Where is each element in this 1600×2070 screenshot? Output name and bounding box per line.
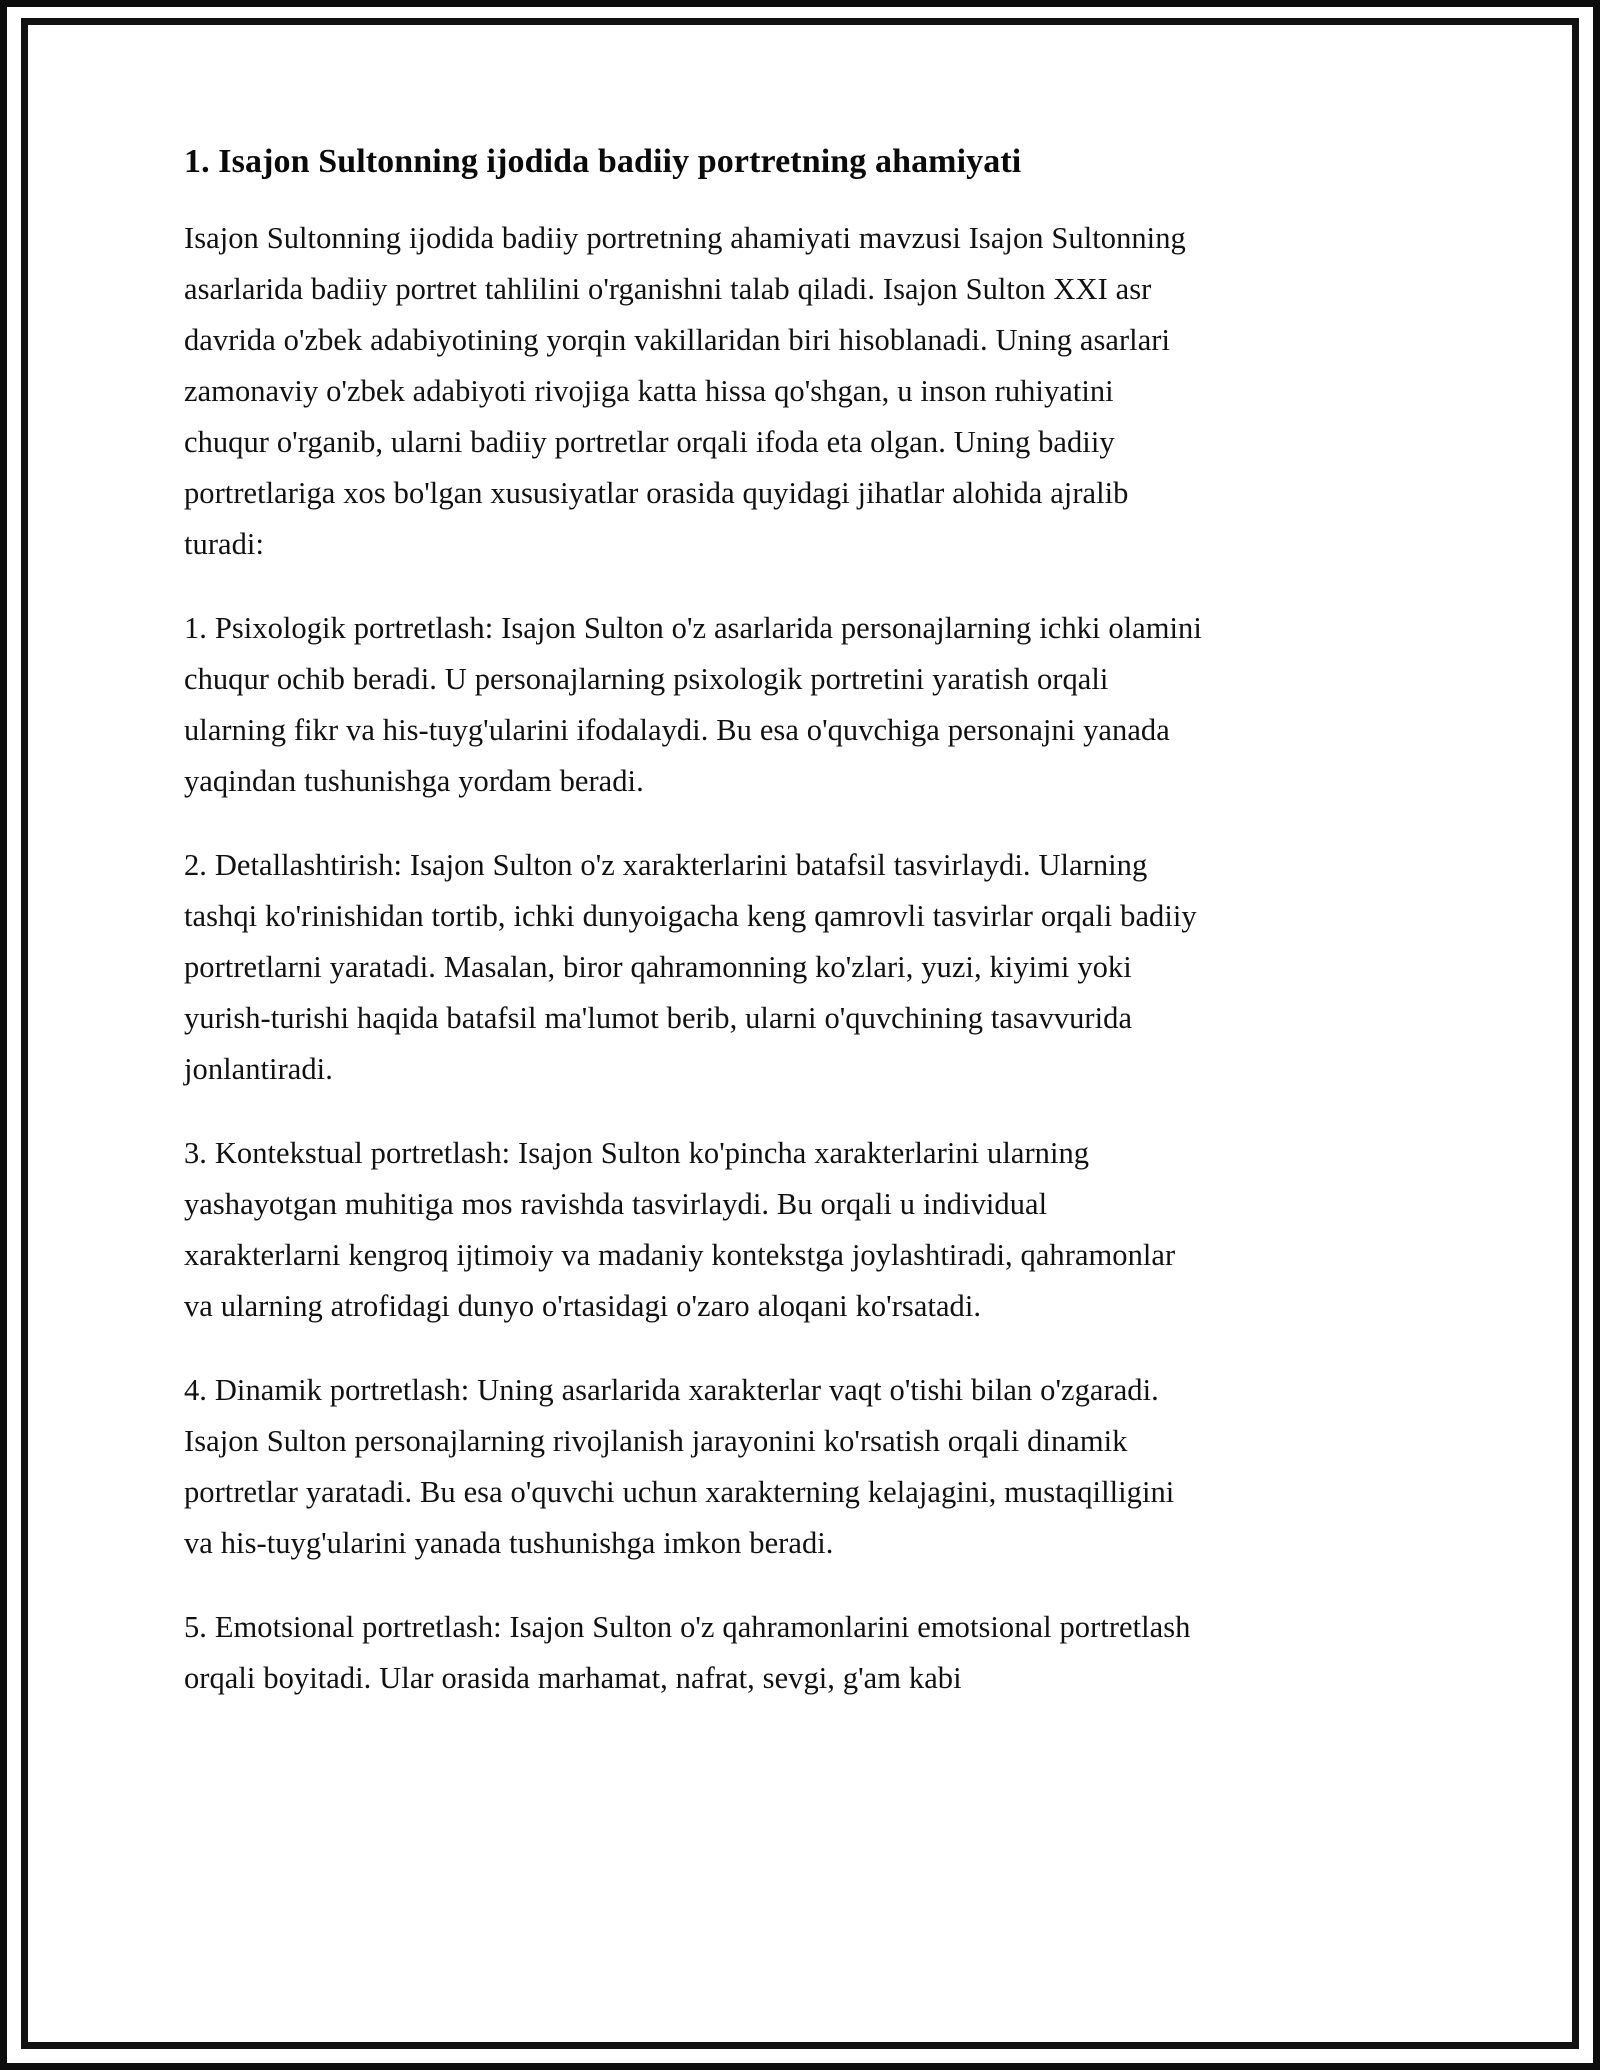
paragraph-intro: Isajon Sultonning ijodida badiiy portretning ahamiyati mavzusi Isajon Sultonning asarlarida badiiy portret tahlilini o'rganishni talab qiladi. Isajon Sulton XXI asr davrida o'zbek adabiyotining yorqin vakillaridan biri hisoblanadi. Uning asarlari zamonaviy o'zbek adabiyoti rivojiga katta hissa qo'shgan, u inson ruhiyatini chuqur o'rganib, ularni badiiy portretlar orqali ifoda eta olgan. Uning badiiy portretlariga xos bo'lgan xususiyatlar orasida quyidagi jihatlar alohida ajralib turadi: <box>184 221 1186 561</box>
paragraph-item-5-emotsional-portretlash: 5. Emotsional portretlash: Isajon Sulton o'z qahramonlarini emotsional portretlash orqali boyitadi. Ular orasida marhamat, nafrat, sevgi, g'am kabi <box>184 1610 1191 1695</box>
page-title: 1. Isajon Sultonning ijodida badiiy portretning ahamiyati <box>184 143 1022 180</box>
paragraph-item-4-dinamik-portretlash: 4. Dinamik portretlash: Uning asarlarida xarakterlar vaqt o'tishi bilan o'zgaradi. Isajon Sulton personajlarning rivojlanish jarayonini ko'rsatish orqali dinamik portretlar yaratadi. Bu esa o'quvchi uchun xarakterning kelajagini, mustaqilligini va his-tuyg'ularini yanada tushunishga imkon beradi. <box>184 1373 1175 1560</box>
paragraph-item-1-psixologik-portretlash: 1. Psixologik portretlash: Isajon Sulton o'z asarlarida personajlarning ichki olamini chuqur ochib beradi. U personajlarning psixologik portretini yaratish orqali ularning fikr va his-tuyg'ularini ifodalaydi. Bu esa o'quvchiga personajni yanada yaqindan tushunishga yordam beradi. <box>184 611 1202 798</box>
paragraph-item-3-kontekstual-portretlash: 3. Kontekstual portretlash: Isajon Sulton ko'pincha xarakterlarini ularning yashayotgan muhitiga mos ravishda tasvirlaydi. Bu orqali u individual xarakterlarni kengroq ijtimoiy va madaniy kontekstga joylashtiradi, qahramonlar va ularning atrofidagi dunyo o'rtasidagi o'zaro aloqani ko'rsatadi. <box>184 1136 1176 1323</box>
document-page <box>29 26 1571 2041</box>
document-body <box>184 141 1206 1704</box>
paragraph-item-2-detallashtirish: 2. Detallashtirish: Isajon Sulton o'z xarakterlarini batafsil tasvirlaydi. Ularning tashqi ko'rinishidan tortib, ichki dunyoigacha keng qamrovli tasvirlar orqali badiiy portretlarni yaratadi. Masalan, biror qahramonning ko'zlari, yuzi, kiyimi yoki yurish-turishi haqida batafsil ma'lumot berib, ularni o'quvchining tasavvurida jonlantiradi. <box>184 848 1197 1086</box>
